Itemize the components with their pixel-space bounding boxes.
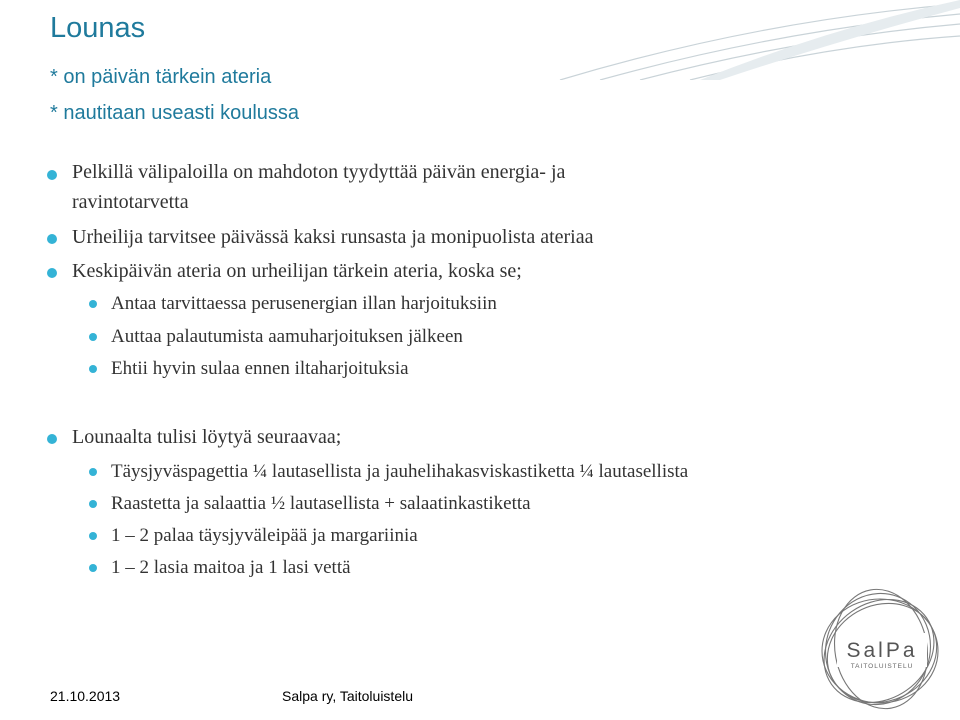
sub-bullet-dot — [89, 468, 97, 476]
logo-subtext: TAITOLUISTELU — [850, 663, 914, 670]
sub-bullet-text: Raastetta ja salaattia ½ lautasellista + salaatinkastiketta — [111, 493, 531, 514]
footer-organization: Salpa ry, Taitoluistelu — [282, 688, 413, 704]
sub-bullet-text: Ehtii hyvin sulaa ennen iltaharjoituksia — [111, 358, 409, 379]
bullet-dot — [47, 268, 57, 278]
sub-bullet-dot — [89, 500, 97, 508]
sub-bullet-text: Täysjyväspagettia ¼ lautasellista ja jauhelihakasviskastiketta ¼ lautasellista — [111, 461, 689, 482]
bullet-dot — [47, 170, 57, 180]
subtitle-2: * nautitaan useasti koulussa — [50, 102, 300, 124]
subtitle-1: * on päivän tärkein ateria — [50, 66, 272, 88]
sub-bullet-dot — [89, 532, 97, 540]
slide-title: Lounas — [50, 12, 146, 44]
sub-bullet-text: Antaa tarvittaessa perusenergian illan harjoituksiin — [111, 293, 497, 314]
bullet-text: Pelkillä välipaloilla on mahdoton tyydyttää päivän energia- ja — [72, 161, 566, 183]
sub-bullet-text: 1 – 2 palaa täysjyväleipää ja margariinia — [111, 525, 418, 546]
bullet-text-continuation: ravintotarvetta — [72, 191, 189, 213]
footer-date: 21.10.2013 — [50, 688, 121, 704]
sub-bullet-dot — [89, 300, 97, 308]
bullet-text: Keskipäivän ateria on urheilijan tärkein ateria, koska se; — [72, 260, 522, 282]
sub-bullet-text: Auttaa palautumista aamuharjoituksen jälkeen — [111, 326, 463, 347]
sub-bullet-dot — [89, 564, 97, 572]
bullet-dot — [47, 434, 57, 444]
sub-bullet-dot — [89, 333, 97, 341]
bullet-text: Lounaalta tulisi löytyä seuraavaa; — [72, 426, 342, 448]
bullet-text: Urheilija tarvitsee päivässä kaksi runsasta ja monipuolista ateriaa — [72, 226, 594, 248]
sub-bullet-text: 1 – 2 lasia maitoa ja 1 lasi vettä — [111, 557, 351, 578]
logo-text: SalPa — [846, 639, 918, 662]
sub-bullet-dot — [89, 365, 97, 373]
bullet-dot — [47, 234, 57, 244]
salpa-logo — [805, 585, 955, 720]
